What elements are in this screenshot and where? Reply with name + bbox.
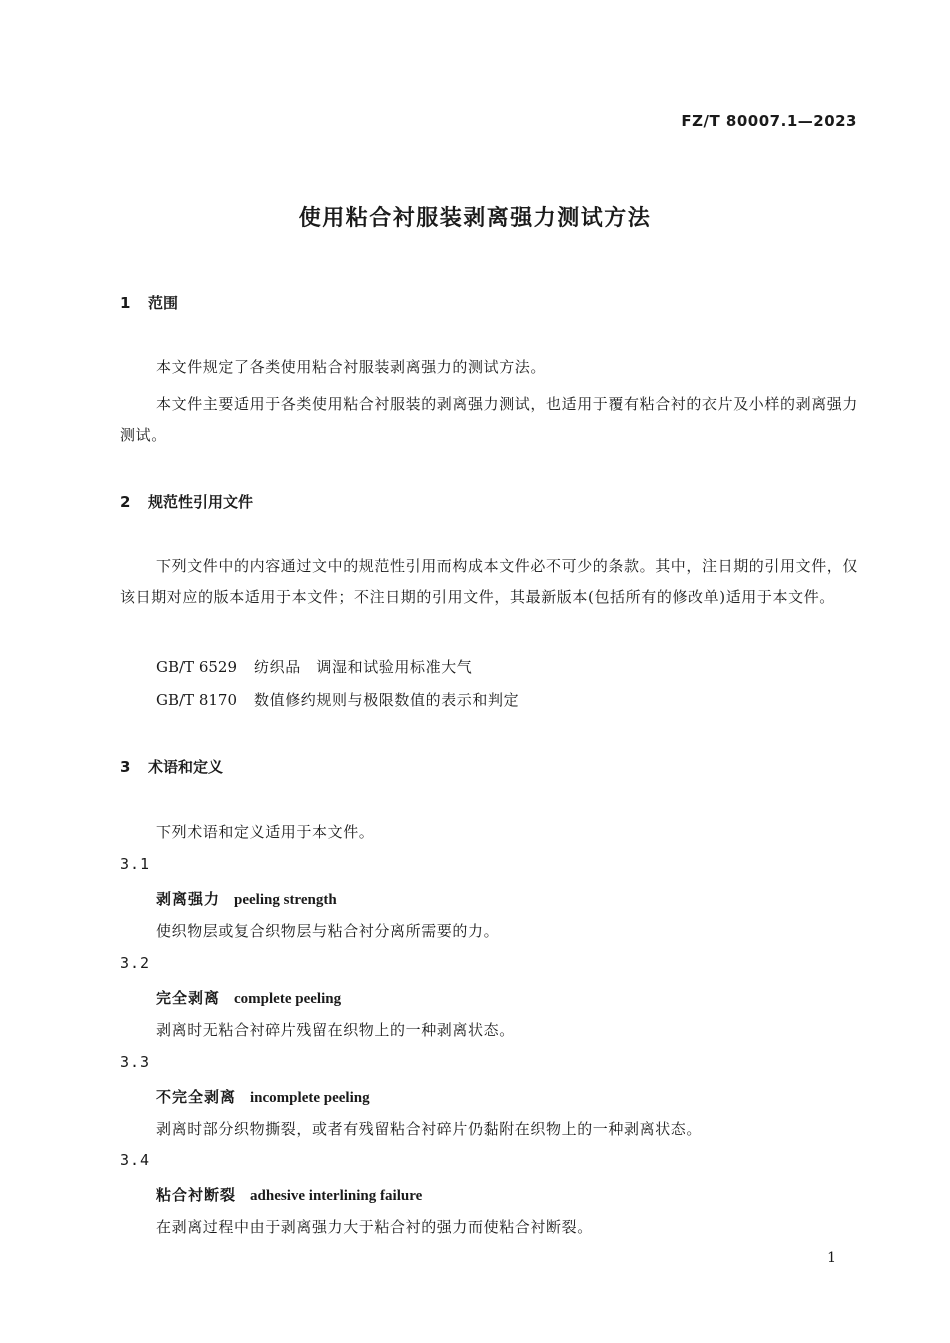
term-chinese: 不完全剥离: [156, 1088, 237, 1106]
page-number: 1: [827, 1250, 836, 1266]
section-heading-terms: [120, 756, 223, 777]
scope-paragraph-2: 本文件主要适用于各类使用粘合衬服装的剥离强力测试，也适用于覆有粘合衬的衣片及小样的剥离强力测试。: [120, 395, 859, 444]
term-english: complete peeling: [234, 991, 342, 1007]
term-entry: [156, 888, 337, 909]
term-chinese: 粘合衬断裂: [156, 1186, 237, 1204]
reference-item: [156, 689, 519, 710]
terms-intro: 下列术语和定义适用于本文件。: [156, 823, 375, 841]
term-definition: 使织物层或复合织物层与粘合衬分离所需要的力。: [156, 922, 500, 940]
section-number: 1: [120, 294, 131, 312]
term-definition: 剥离时无粘合衬碎片残留在织物上的一种剥离状态。: [156, 1021, 515, 1039]
section-number: 2: [120, 493, 131, 511]
term-english: peeling strength: [234, 892, 337, 908]
reference-code: GB/T 6529: [156, 658, 238, 676]
reference-code: GB/T 8170: [156, 691, 238, 709]
term-number: 3.2: [120, 954, 151, 972]
reference-title: 纺织品 调湿和试验用标准大气: [254, 658, 473, 676]
reference-item: [156, 656, 472, 677]
term-number: 3.4: [120, 1151, 151, 1169]
section-title: 范围: [148, 294, 179, 312]
section-title: 规范性引用文件: [148, 493, 254, 511]
term-entry: [156, 1086, 370, 1107]
term-english: incomplete peeling: [250, 1090, 370, 1106]
document-title: 使用粘合衬服装剥离强力测试方法: [298, 206, 652, 231]
section-heading-scope: [120, 292, 178, 313]
section-number: 3: [120, 758, 131, 776]
term-number: 3.1: [120, 855, 151, 873]
section-title: 术语和定义: [148, 758, 224, 776]
term-definition: 在剥离过程中由于剥离强力大于粘合衬的强力而使粘合衬断裂。: [156, 1218, 593, 1236]
standard-code: FZ/T 80007.1—2023: [681, 112, 857, 130]
reference-title: 数值修约规则与极限数值的表示和判定: [254, 691, 520, 709]
term-chinese: 完全剥离: [156, 989, 221, 1007]
term-number: 3.3: [120, 1053, 151, 1071]
term-entry: [156, 1184, 422, 1205]
scope-paragraph-1: 本文件规定了各类使用粘合衬服装剥离强力的测试方法。: [156, 358, 547, 376]
term-english: adhesive interlining failure: [250, 1188, 423, 1204]
term-definition: 剥离时部分织物撕裂，或者有残留粘合衬碎片仍黏附在织物上的一种剥离状态。: [156, 1120, 703, 1138]
term-chinese: 剥离强力: [156, 890, 221, 908]
section-heading-normative-references: [120, 491, 253, 512]
term-entry: [156, 987, 341, 1008]
references-intro-paragraph: 下列文件中的内容通过文中的规范性引用而构成本文件必不可少的条款。其中，注日期的引用文件，仅该日期对应的版本适用于本文件；不注日期的引用文件，其最新版本(包括所有的修改单)适用于本文件。: [120, 557, 859, 606]
